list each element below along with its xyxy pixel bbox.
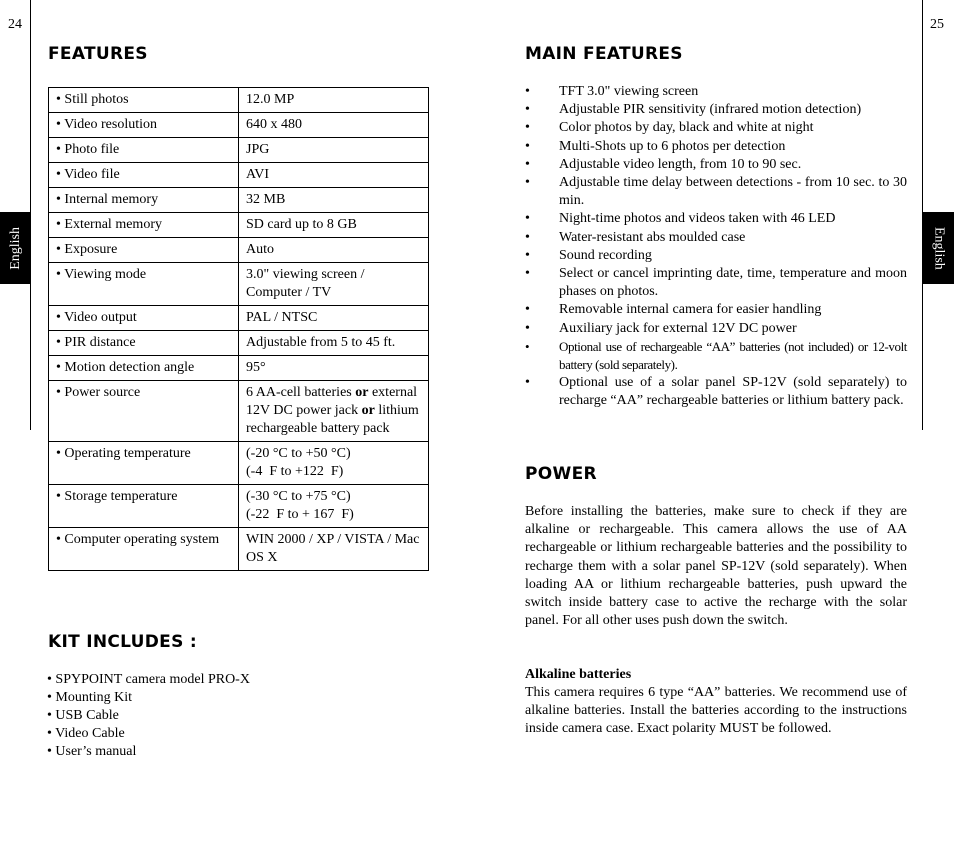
list-item: • Select or cancel imprinting date, time, temperature and moon phases on photos.	[525, 265, 907, 301]
spec-value-part: or	[355, 385, 369, 400]
power-heading: POWER	[525, 464, 597, 484]
spec-label: • Exposure	[49, 238, 239, 263]
table-row	[49, 163, 429, 188]
list-item: • Night-time photos and videos taken with 46 LED	[525, 210, 907, 228]
spec-label: • Power source	[49, 381, 239, 442]
list-item: • SPYPOINT camera model PRO-X	[47, 672, 250, 687]
spec-value: 640 x 480	[239, 113, 429, 138]
list-item: • USB Cable	[47, 708, 119, 723]
list-item: • Auxiliary jack for external 12V DC power	[525, 320, 907, 338]
list-item: • Optional use of rechargeable “AA” batteries (not included) or 12-volt battery (sold separately).	[525, 338, 907, 374]
list-item: • Video Cable	[47, 726, 125, 741]
spec-value-line: (-20 °C to +50 °C)	[246, 446, 351, 461]
list-item: • Removable internal camera for easier handling	[525, 301, 907, 319]
spec-label: • Video file	[49, 163, 239, 188]
spec-value	[239, 442, 429, 485]
language-tab-label: English	[931, 226, 947, 270]
table-row	[49, 381, 429, 442]
table-row	[49, 188, 429, 213]
spec-value: AVI	[239, 163, 429, 188]
list-item: • Multi-Shots up to 6 photos per detection	[525, 138, 907, 156]
alkaline-heading: Alkaline batteries	[525, 667, 632, 682]
spec-label: • PIR distance	[49, 331, 239, 356]
spec-label: • Storage temperature	[49, 485, 239, 528]
spec-value-line: (-30 °C to +75 °C)	[246, 489, 351, 504]
spec-value: SD card up to 8 GB	[239, 213, 429, 238]
language-tab-label: English	[7, 226, 23, 270]
table-row	[49, 238, 429, 263]
list-item: • User’s manual	[47, 744, 137, 759]
spec-value-line: (-22 F to + 167 F)	[246, 507, 354, 522]
table-row	[49, 213, 429, 238]
main-features-list	[525, 83, 907, 411]
table-row	[49, 528, 429, 571]
alkaline-paragraph: This camera requires 6 type “AA” batteries. We recommend use of alkaline batteries. Install the batteries according to the instructions inside camera case. Exact polarity MUST be followed.	[525, 685, 907, 737]
table-row	[49, 442, 429, 485]
features-table	[48, 87, 429, 571]
table-row	[49, 485, 429, 528]
spec-value-part: or	[361, 403, 375, 418]
table-row	[49, 306, 429, 331]
spec-label: • Viewing mode	[49, 263, 239, 306]
spec-value: 3.0" viewing screen / Computer / TV	[239, 263, 429, 306]
language-tab-right	[923, 212, 954, 284]
spec-label: • Still photos	[49, 88, 239, 113]
list-item: • Mounting Kit	[47, 690, 133, 705]
kit-list	[47, 671, 250, 761]
list-item: • Sound recording	[525, 247, 907, 265]
list-item: • Color photos by day, black and white at night	[525, 119, 907, 137]
spec-value-line: (-4 F to +122 F)	[246, 464, 344, 479]
spec-value-part: lithium rechargeable battery pack	[246, 403, 419, 436]
spec-label: • Photo file	[49, 138, 239, 163]
spec-value: Adjustable from 5 to 45 ft.	[239, 331, 429, 356]
page-number-right: 25	[930, 17, 944, 32]
page-number-left: 24	[8, 17, 22, 32]
features-heading: FEATURES	[48, 44, 148, 64]
spec-value	[239, 381, 429, 442]
list-item: • Adjustable time delay between detections - from 10 sec. to 30 min.	[525, 174, 907, 210]
spec-label: • Video output	[49, 306, 239, 331]
table-row	[49, 331, 429, 356]
spec-label: • External memory	[49, 213, 239, 238]
list-item: • TFT 3.0" viewing screen	[525, 83, 907, 101]
table-row	[49, 113, 429, 138]
list-item: • Adjustable PIR sensitivity (infrared motion detection)	[525, 101, 907, 119]
kit-heading: KIT INCLUDES :	[48, 632, 197, 652]
table-row	[49, 88, 429, 113]
spec-value: 32 MB	[239, 188, 429, 213]
spec-value: PAL / NTSC	[239, 306, 429, 331]
spec-value	[239, 485, 429, 528]
main-features-heading: MAIN FEATURES	[525, 44, 683, 64]
spec-value-part: 6 AA-cell batteries	[246, 385, 356, 400]
list-item: • Adjustable video length, from 10 to 90 sec.	[525, 156, 907, 174]
table-row	[49, 263, 429, 306]
table-row	[49, 138, 429, 163]
spec-value: JPG	[239, 138, 429, 163]
spec-label: • Operating temperature	[49, 442, 239, 485]
power-paragraph: Before installing the batteries, make sure to check if they are alkaline or rechargeable. This camera allows the use of AA rechargeable or lithium rechargeable batteries and the possibility to recharge them with a solar panel SP-12V (sold separately). When loading AA or lithium rechargeable batteries, push upward the switch inside battery case to active the recharge with the solar panel. For all other uses push down the switch.	[525, 504, 907, 629]
spec-label: • Video resolution	[49, 113, 239, 138]
spec-value-part: external 12V DC power jack	[246, 385, 418, 418]
spec-value: WIN 2000 / XP / VISTA / Mac OS X	[239, 528, 429, 571]
spec-label: • Motion detection angle	[49, 356, 239, 381]
spec-label: • Computer operating system	[49, 528, 239, 571]
spec-value: 95°	[239, 356, 429, 381]
language-tab-left	[0, 212, 31, 284]
spec-value: 12.0 MP	[239, 88, 429, 113]
list-item: • Optional use of a solar panel SP-12V (sold separately) to recharge “AA” rechargeable batteries or lithium battery pack.	[525, 374, 907, 410]
spec-label: • Internal memory	[49, 188, 239, 213]
table-row	[49, 356, 429, 381]
list-item: • Water-resistant abs moulded case	[525, 229, 907, 247]
spec-value: Auto	[239, 238, 429, 263]
